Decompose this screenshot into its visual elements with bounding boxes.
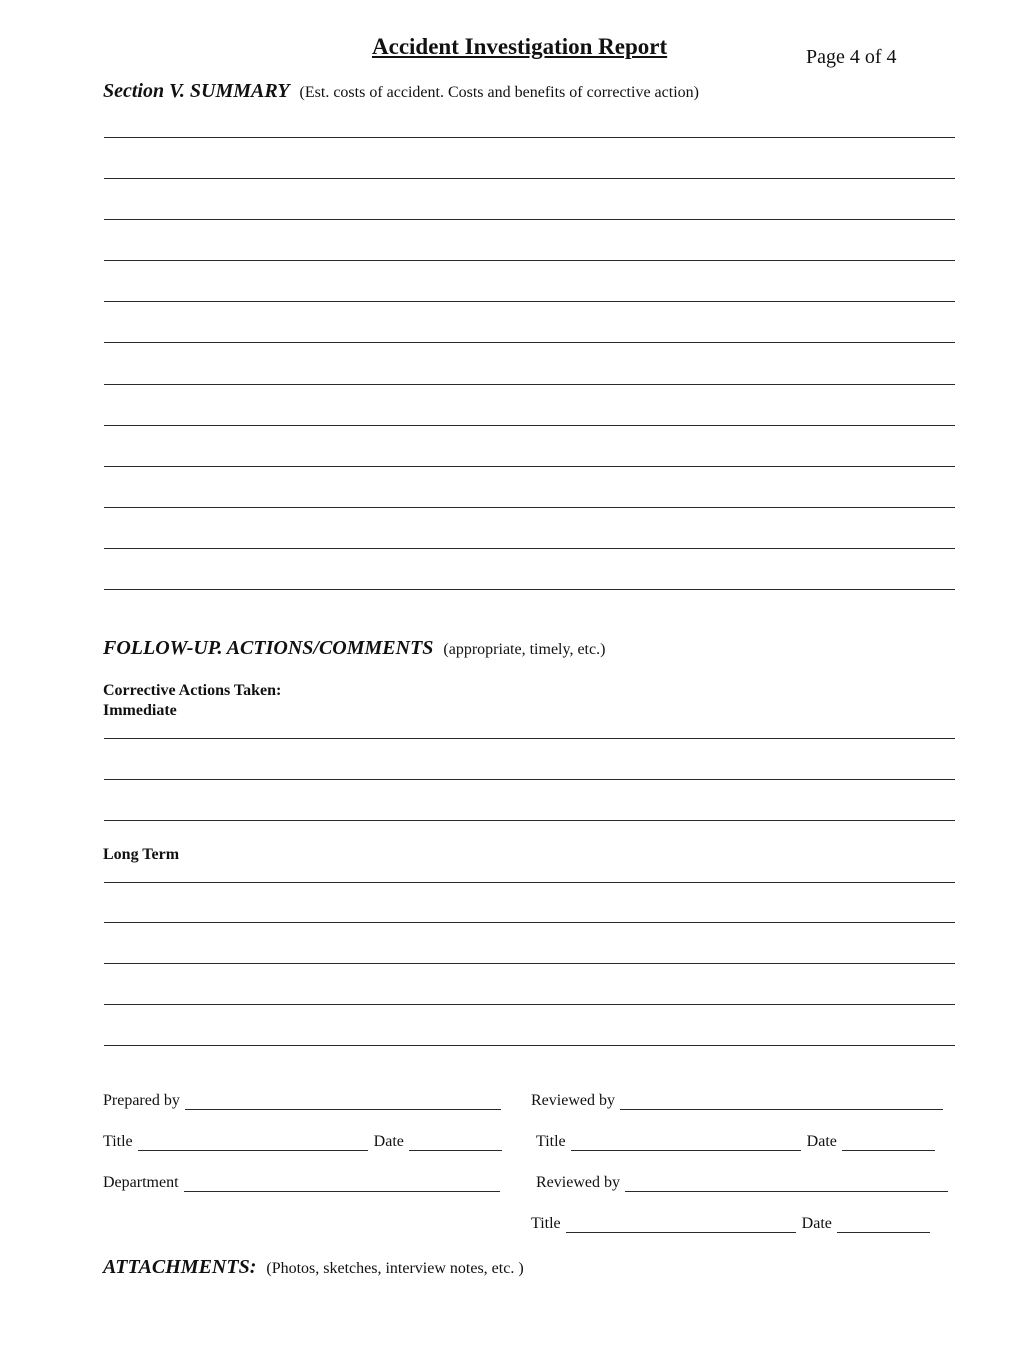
title-date-row-right-2 xyxy=(531,1215,930,1233)
reviewed-by-label: Reviewed by xyxy=(531,1092,615,1109)
immediate-line[interactable] xyxy=(104,820,955,821)
summary-line[interactable] xyxy=(104,384,955,385)
summary-line[interactable] xyxy=(104,342,955,343)
title-label: Title xyxy=(536,1133,566,1150)
followup-heading-row xyxy=(103,637,605,660)
title-field[interactable] xyxy=(571,1136,801,1151)
summary-line[interactable] xyxy=(104,425,955,426)
immediate-line[interactable] xyxy=(104,779,955,780)
title-label: Title xyxy=(531,1215,561,1232)
long-term-line[interactable] xyxy=(104,882,955,883)
report-title: Accident Investigation Report xyxy=(372,34,668,59)
attachments-row xyxy=(103,1256,524,1279)
department-label: Department xyxy=(103,1174,179,1191)
date-field[interactable] xyxy=(837,1218,930,1233)
summary-line[interactable] xyxy=(104,260,955,261)
long-term-line[interactable] xyxy=(104,963,955,964)
summary-line[interactable] xyxy=(104,466,955,467)
summary-line[interactable] xyxy=(104,589,955,590)
date-field[interactable] xyxy=(409,1136,502,1151)
summary-line[interactable] xyxy=(104,178,955,179)
title-label: Title xyxy=(103,1133,133,1150)
reviewed-by-row-2 xyxy=(536,1174,948,1192)
department-row xyxy=(103,1174,500,1192)
summary-line[interactable] xyxy=(104,301,955,302)
date-field[interactable] xyxy=(842,1136,935,1151)
prepared-by-field[interactable] xyxy=(185,1095,501,1110)
long-term-line[interactable] xyxy=(104,922,955,923)
title-date-row-left xyxy=(103,1133,502,1151)
page-number: Page 4 of 4 xyxy=(806,46,897,68)
attachments-note: (Photos, sketches, interview notes, etc. ) xyxy=(266,1260,524,1277)
title-field[interactable] xyxy=(566,1218,796,1233)
prepared-by-label: Prepared by xyxy=(103,1092,180,1109)
summary-line[interactable] xyxy=(104,507,955,508)
followup-note: (appropriate, timely, etc.) xyxy=(443,641,606,658)
summary-line[interactable] xyxy=(104,137,955,138)
title-date-row-right-1 xyxy=(536,1133,935,1151)
summary-heading-row xyxy=(103,80,699,103)
attachments-heading: ATTACHMENTS: xyxy=(103,1256,257,1278)
summary-note: (Est. costs of accident. Costs and benefits of corrective action) xyxy=(299,84,699,101)
date-label: Date xyxy=(373,1133,404,1150)
prepared-by-row xyxy=(103,1092,501,1110)
reviewed-by-label: Reviewed by xyxy=(536,1174,620,1191)
followup-heading: FOLLOW-UP. ACTIONS/COMMENTS xyxy=(103,637,434,659)
date-label: Date xyxy=(801,1215,832,1232)
date-label: Date xyxy=(806,1133,837,1150)
immediate-label: Immediate xyxy=(103,702,177,719)
reviewed-by-field[interactable] xyxy=(625,1177,948,1192)
corrective-actions-label: Corrective Actions Taken: xyxy=(103,682,282,699)
long-term-label: Long Term xyxy=(103,846,180,863)
summary-line[interactable] xyxy=(104,219,955,220)
department-field[interactable] xyxy=(184,1177,500,1192)
summary-heading: Section V. SUMMARY xyxy=(103,80,290,102)
title-field[interactable] xyxy=(138,1136,368,1151)
long-term-line[interactable] xyxy=(104,1004,955,1005)
long-term-line[interactable] xyxy=(104,1045,955,1046)
immediate-line[interactable] xyxy=(104,738,955,739)
reviewed-by-field[interactable] xyxy=(620,1095,943,1110)
reviewed-by-row-1 xyxy=(531,1092,943,1110)
summary-line[interactable] xyxy=(104,548,955,549)
